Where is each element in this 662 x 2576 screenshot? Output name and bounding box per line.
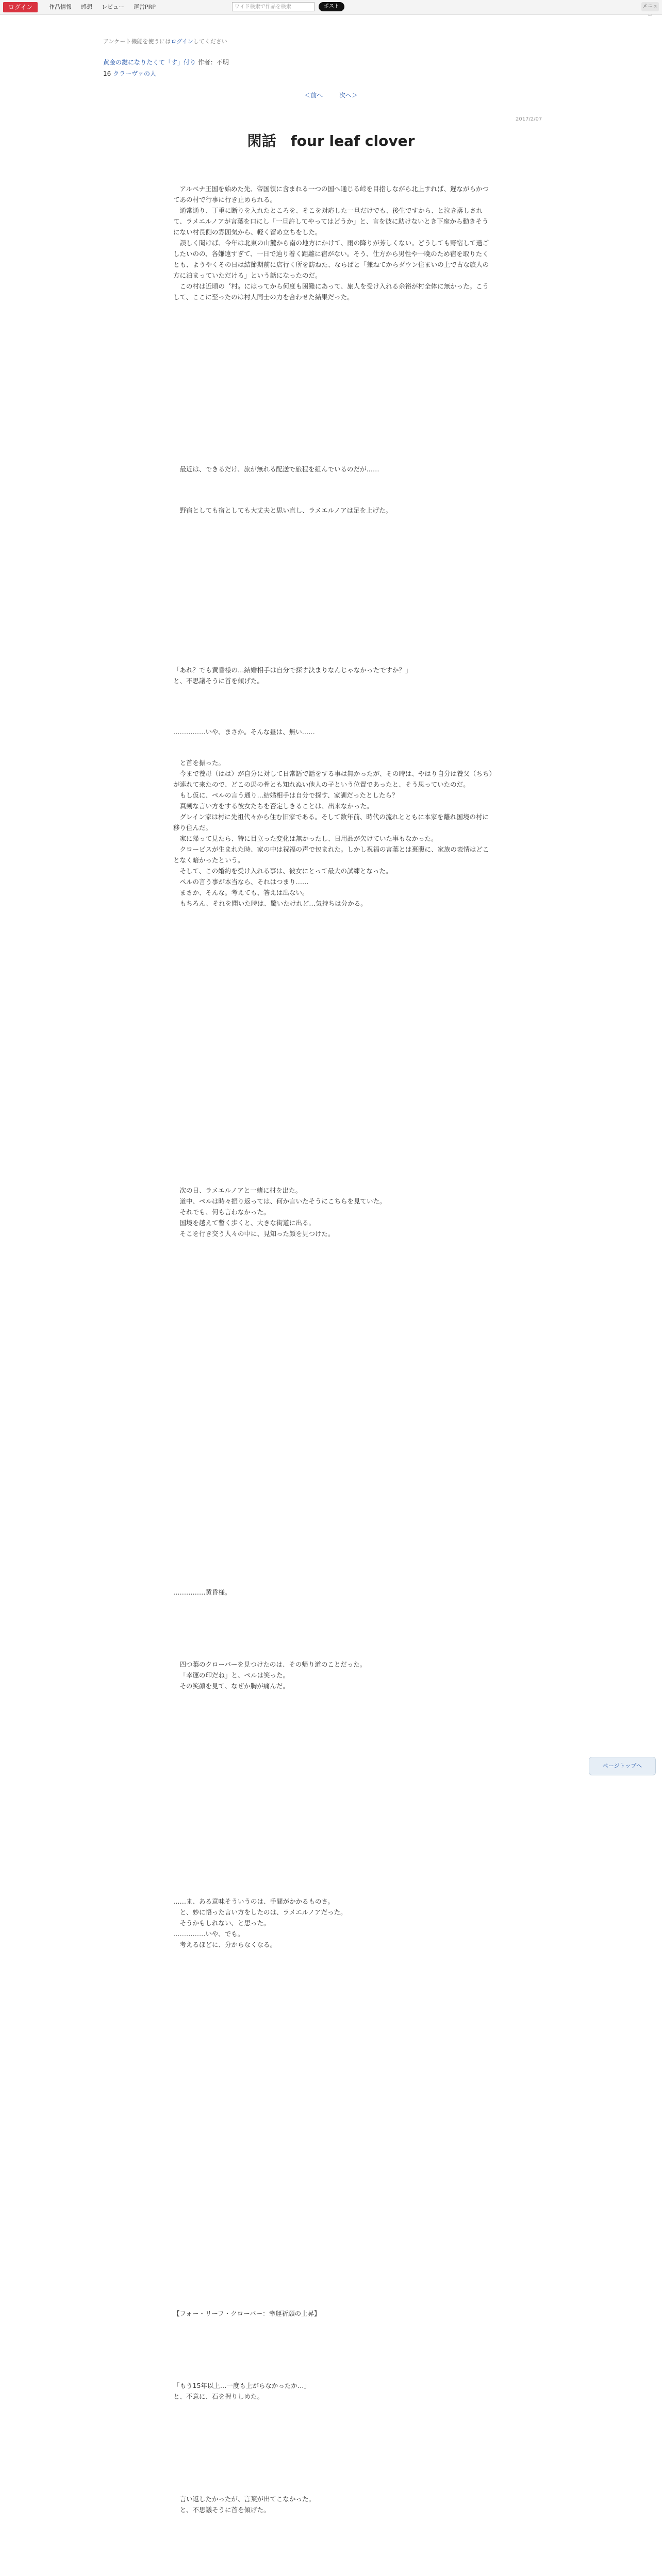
notice-text-post: してください bbox=[193, 38, 227, 45]
body-section-6 bbox=[173, 757, 493, 909]
series-title-line bbox=[103, 58, 229, 66]
paragraph: と、妙に悟った言い方をしたのは、ラメエルノアだった。 bbox=[179, 1908, 347, 1916]
body-section-5 bbox=[173, 726, 493, 737]
body-section-8 bbox=[173, 1587, 493, 1598]
paragraph: グレイン家は村に先祖代々から住む旧家である。そして数年前、時代の流れとともに本家を離れ国境の村に移り住んだ。 bbox=[173, 813, 489, 832]
paragraph: もし仮に、ペルの言う通り…結婚相手は自分で探す、家訓だったとしたら？ bbox=[179, 791, 399, 799]
paragraph: ……ま、ある意味そういうのは、手間がかかるものさ。 bbox=[173, 1897, 335, 1905]
x-post-button[interactable]: ポスト bbox=[319, 2, 344, 11]
paragraph: と首を振った。 bbox=[179, 759, 225, 767]
body-section-1 bbox=[173, 183, 493, 302]
page-top-button[interactable]: ページトップへ bbox=[589, 1757, 656, 1775]
paragraph: まさか、そんな。考えても、答えは出ない。 bbox=[179, 889, 309, 896]
paragraph: と、不思議そうに首を傾げた。 bbox=[179, 2506, 270, 2514]
nav-item-works[interactable]: 作品情報 bbox=[49, 4, 72, 10]
paragraph: 考えるほどに、分からなくなる。 bbox=[179, 1941, 277, 1948]
paragraph: 野宿としても宿としても大丈夫と思い直し、ラメエルノアは足を上げた。 bbox=[179, 506, 392, 514]
paragraph: クロービスが生まれた時、家の中は祝福の声で包まれた。しかし祝福の言葉とは裏腹に、家族の表情はどことなく暗かったという。 bbox=[173, 845, 489, 864]
paragraph: 通常通り、丁重に断りを入れたところを、そこを対応した一旦だけでも、後生ですから、と泣き落しされて、ラメエルノアが言葉を口にし「一旦許してやってはどうか」と、言を彼に助けないとき下座から動きそうにない村長側の雰囲気から、軽く留め立ちをした。 bbox=[173, 207, 489, 236]
notice-text-pre: アンケート機能を使うには bbox=[103, 38, 171, 45]
top-navigation bbox=[0, 0, 662, 19]
body-section-2 bbox=[173, 464, 493, 474]
search-input[interactable]: ワイド検索で作品を検索 bbox=[232, 2, 315, 11]
body-section-12 bbox=[173, 2380, 493, 2402]
paragraph: 真剣な言い方をする彼女たちを否定しきることは、出来なかった。 bbox=[179, 802, 373, 810]
paragraph: アルベナ王国を始めた先、帝国領に含まれる一つの国へ通じる峠を目指しながら北上すれば、遅ながらかつてあの村で行事に行き止められる。 bbox=[173, 185, 489, 204]
paragraph: 誤しく聞けば、今年は北東の山麓から南の地方にかけて、雨の降りが芳しくない。どうしても野宿して過ごしたいのの、各嫌遠すぎて、一日で辿り着く距離に宿がない。そう、仕方から男性や一晩のため宿を取りたくとも、ようやくその日は結節期前に店行く所を訪ねた、ならばと「兼ねてからダウン住まいの上で古な旅人の方に泊まっていただける」という話になったのだ。 bbox=[173, 239, 489, 279]
paragraph: 「あれ？でも黄昏様の…結婚相手は自分で探す決まりなんじゃなかったですか？」 bbox=[173, 666, 412, 674]
episode-link[interactable]: クラーヴァの人 bbox=[113, 70, 156, 77]
notice-login-link[interactable]: ログイン bbox=[171, 38, 193, 45]
prev-link[interactable]: ＜前へ bbox=[304, 92, 323, 99]
paragraph: もちろん、それを聞いた時は、驚いたけれど…気持ちは分かる。 bbox=[179, 900, 367, 907]
paragraph: 【フォー・リーフ・クローバー：幸運祈願の上昇】 bbox=[173, 2310, 321, 2317]
body-section-13 bbox=[173, 2494, 493, 2515]
body-section-11 bbox=[173, 2308, 493, 2319]
pager-top bbox=[0, 91, 662, 99]
post-date: 2017/2/07 bbox=[516, 116, 542, 122]
nav-item-reviews[interactable]: 感想 bbox=[81, 4, 92, 10]
paragraph: ……………黄昏様。 bbox=[173, 1588, 231, 1596]
series-sub-line bbox=[103, 69, 156, 78]
author-label: 作者：不明 bbox=[197, 59, 229, 66]
page-title: 閑話 four leaf clover bbox=[247, 132, 415, 149]
paragraph: ペルの言う事が本当なら、それはつまり…… bbox=[179, 878, 309, 886]
paragraph: そうかもしれない、と思った。 bbox=[179, 1919, 270, 1927]
paragraph: 四つ葉のクローバーを見つけたのは、その帰り道のことだった。 bbox=[179, 1660, 367, 1668]
paragraph: その笑顔を見て、なぜか胸が痛んだ。 bbox=[179, 1682, 289, 1690]
body-section-3 bbox=[173, 505, 493, 516]
body-section-9 bbox=[173, 1659, 493, 1691]
episode-number: 16 bbox=[103, 70, 111, 77]
series-title-link[interactable]: 黄金の鍵になりたくて「す」付り bbox=[103, 59, 196, 66]
paragraph: と、不思議そうに首を傾げた。 bbox=[173, 677, 264, 685]
paragraph: 今まで養母（はは）が自分に対して日常語で話をする事は無かったが、その時は、やはり自分は養父（ちち）が連れて来たので、どこの馬の骨とも知れぬい他人の子という位置であったと、そう思っていたのだ。 bbox=[173, 770, 492, 788]
paragraph: 言い返したかったが、言葉が出てこなかった。 bbox=[179, 2495, 316, 2503]
paragraph: 「もう15年以上…一度も上がらなかったか…」 bbox=[173, 2382, 310, 2389]
paragraph: 国境を越えて暫く歩くと、大きな街道に出る。 bbox=[179, 1219, 316, 1227]
next-link[interactable]: 次へ＞ bbox=[339, 92, 358, 99]
nav-item-review[interactable]: レビュー bbox=[102, 4, 124, 10]
body-section-10 bbox=[173, 1896, 493, 1950]
paragraph: それでも、何も言わなかった。 bbox=[179, 1208, 270, 1216]
login-notice bbox=[103, 37, 227, 45]
body-section-4 bbox=[173, 665, 493, 686]
login-button[interactable]: ログイン bbox=[3, 2, 38, 12]
paragraph: 次の日、ラメエルノアと一緒に村を出た。 bbox=[179, 1187, 302, 1194]
menu-button[interactable]: メニュー bbox=[641, 2, 659, 11]
paragraph: ……………いや、でも。 bbox=[173, 1930, 244, 1938]
paragraph: と、不意に、石を握りしめた。 bbox=[173, 2393, 264, 2400]
paragraph: 「幸運の印だね」と、ペルは笑った。 bbox=[179, 1671, 290, 1679]
nav-item-admin[interactable]: 運営PRP bbox=[134, 4, 156, 10]
paragraph: この村は近頃の〝村〟にはってから何度も困難にあって、旅人を受け入れる余裕が村全体に無かった。こうして、ここに至ったのは村人同士の力を合わせた結果だった。 bbox=[173, 282, 489, 301]
paragraph: ……………いや、まさか。そんな昼は、無い…… bbox=[173, 728, 315, 736]
paragraph: 最近は、できるだけ、旅が無れる配送で旅程を組んでいるのだが…… bbox=[179, 465, 379, 473]
body-section-7 bbox=[173, 1185, 493, 1239]
paragraph: そこを行き交う人々の中に、見知った顔を見つけた。 bbox=[179, 1230, 335, 1238]
paragraph: 道中、ペルは時々振り返っては、何か言いたそうにこちらを見ていた。 bbox=[179, 1197, 386, 1205]
paragraph: 家に帰って見たら、特に目立った変化は無かったし、日用品が欠けていた事もなかった。 bbox=[179, 835, 438, 842]
paragraph: そして、この婚約を受け入れる事は、彼女にとって最大の試練となった。 bbox=[179, 867, 392, 875]
nav-menu bbox=[44, 0, 160, 14]
